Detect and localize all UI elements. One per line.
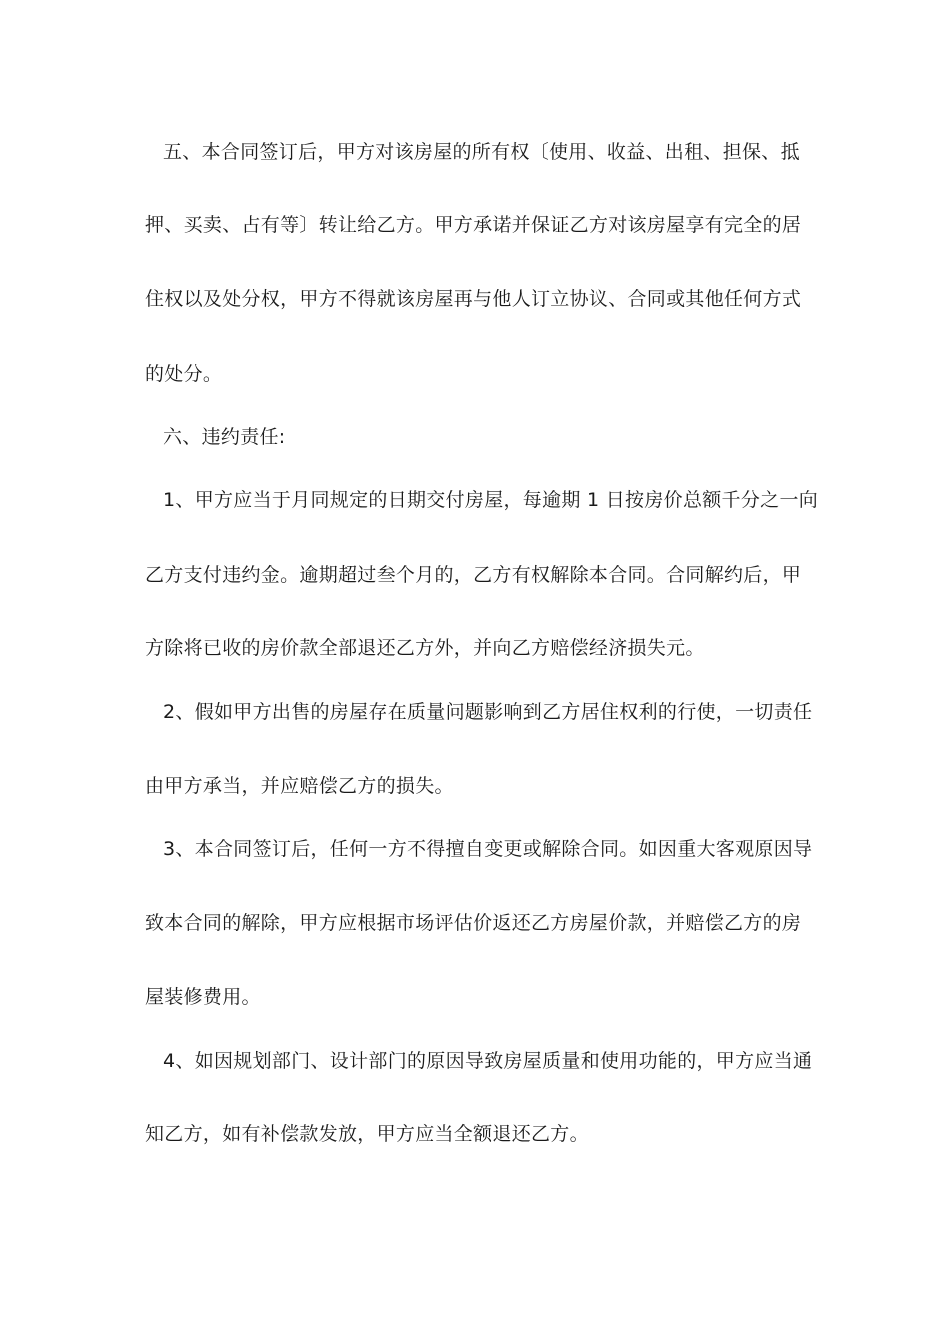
text-line: 屋装修费用。 [145, 986, 261, 1008]
text-line: 押、买卖、占有等〕转让给乙方。甲方承诺并保证乙方对该房屋享有完全的居 [145, 214, 802, 236]
text-line: 致本合同的解除，甲方应根据市场评估价返还乙方房屋价款，并赔偿乙方的房 [145, 912, 802, 934]
text-line: 1、甲方应当于月同规定的日期交付房屋，每逾期 1 日按房价总额千分之一向 [163, 489, 819, 511]
text-line: 五、本合同签订后，甲方对该房屋的所有权〔使用、收益、出租、担保、抵 [163, 141, 800, 163]
text-line: 知乙方，如有补偿款发放，甲方应当全额退还乙方。 [145, 1123, 589, 1145]
text-line: 住权以及处分权，甲方不得就该房屋再与他人订立协议、合同或其他任何方式 [145, 288, 802, 310]
text-line: 方除将已收的房价款全部退还乙方外，并向乙方赔偿经济损失元。 [145, 637, 705, 659]
text-line: 4、如因规划部门、设计部门的原因导致房屋质量和使用功能的，甲方应当通 [163, 1050, 813, 1072]
text-line: 3、本合同签订后，任何一方不得擅自变更或解除合同。如因重大客观原因导 [163, 838, 813, 860]
text-line: 乙方支付违约金。逾期超过叁个月的，乙方有权解除本合同。合同解约后，甲 [145, 564, 802, 586]
text-line: 的处分。 [145, 363, 223, 385]
text-line: 由甲方承当，并应赔偿乙方的损失。 [145, 775, 454, 797]
section-heading: 六、违约责任: [163, 426, 286, 448]
text-line: 2、假如甲方出售的房屋存在质量问题影响到乙方居住权利的行使，一切责任 [163, 701, 813, 723]
